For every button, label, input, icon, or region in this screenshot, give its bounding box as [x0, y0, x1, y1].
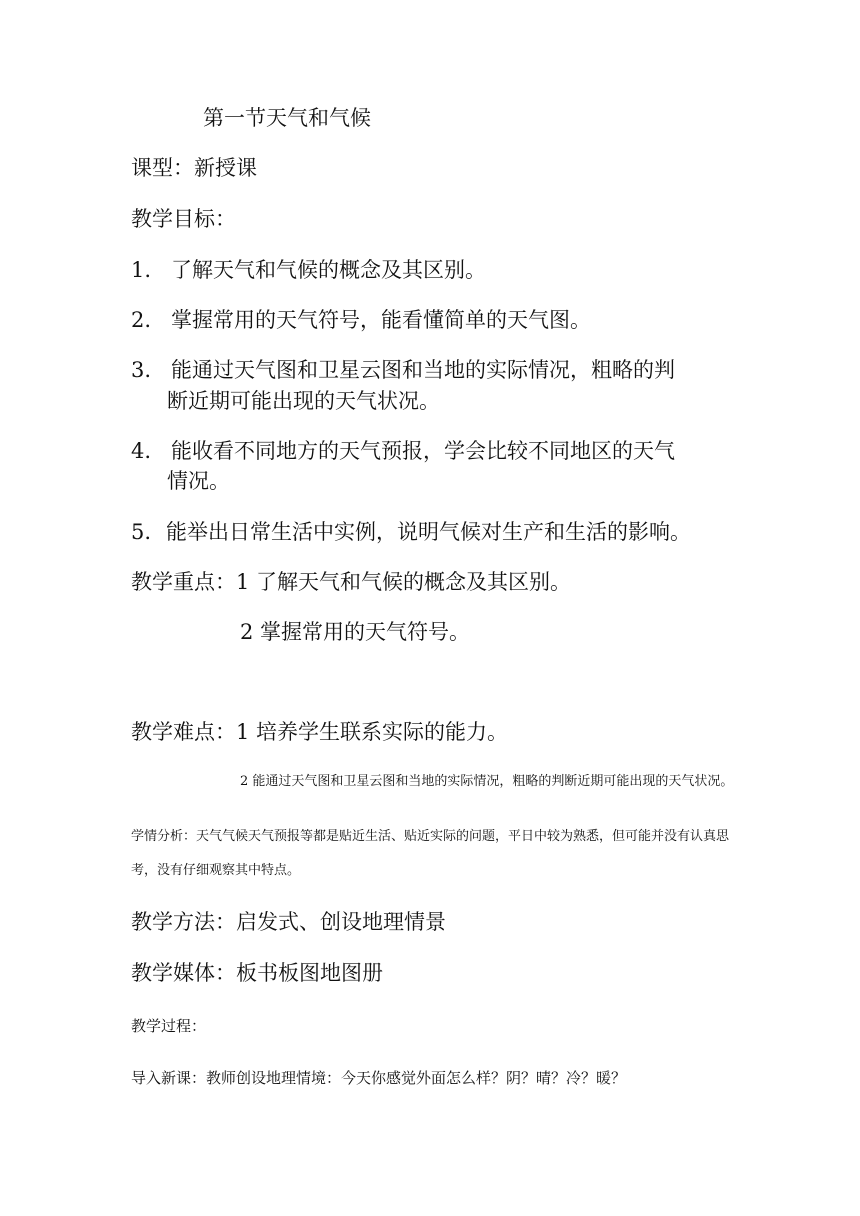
process-heading: 教学过程：: [131, 1017, 207, 1035]
document-title: 第一节天气和气候: [203, 106, 371, 130]
objective-item: [131, 258, 486, 283]
student-analysis-continuation: 考，没有仔细观察其中特点。: [131, 863, 301, 878]
objective-item: [131, 439, 675, 464]
lesson-type: 课型：新授课: [131, 156, 257, 180]
objective-text: 了解天气和气候的概念及其区别。: [171, 258, 486, 282]
objective-number: 3.: [131, 358, 152, 382]
objective-continuation: 断近期可能出现的天气状况。: [167, 389, 440, 413]
objective-text: 能举出日常生活中实例，说明气候对生产和生活的影响。: [166, 520, 691, 544]
objective-text: 能通过天气图和卫星云图和当地的实际情况，粗略的判: [171, 358, 675, 382]
difficulties: 教学难点：1 培养学生联系实际的能力。: [131, 720, 509, 744]
intro-text: 导入新课：教师创设地理情境：今天你感觉外面怎么样？阴？晴？冷？暖？: [131, 1069, 627, 1087]
student-analysis: 学情分析：天气气候天气预报等都是贴近生活、贴近实际的问题，平日中较为熟悉，但可能并没有认真思: [131, 829, 730, 844]
objective-item: [131, 520, 691, 545]
key-points: 教学重点：1 了解天气和气候的概念及其区别。: [131, 570, 572, 594]
objective-item: [131, 358, 675, 383]
objective-number: 5.: [131, 520, 152, 544]
objectives-heading: 教学目标：: [131, 207, 236, 231]
key-points-continuation: 2 掌握常用的天气符号。: [240, 620, 471, 644]
objective-number: 4.: [131, 439, 152, 463]
teaching-media: 教学媒体：板书板图地图册: [131, 961, 383, 985]
objective-number: 2.: [131, 308, 152, 332]
teaching-methods: 教学方法：启发式、创设地理情景: [131, 910, 446, 934]
objective-text: 掌握常用的天气符号，能看懂简单的天气图。: [171, 308, 591, 332]
objective-text: 能收看不同地方的天气预报，学会比较不同地区的天气: [171, 439, 675, 463]
objective-number: 1.: [131, 258, 152, 282]
objective-continuation: 情况。: [167, 469, 230, 493]
difficulties-continuation: 2 能通过天气图和卫星云图和当地的实际情况，粗略的判断近期可能出现的天气状况。: [240, 774, 734, 789]
objective-item: [131, 308, 591, 333]
